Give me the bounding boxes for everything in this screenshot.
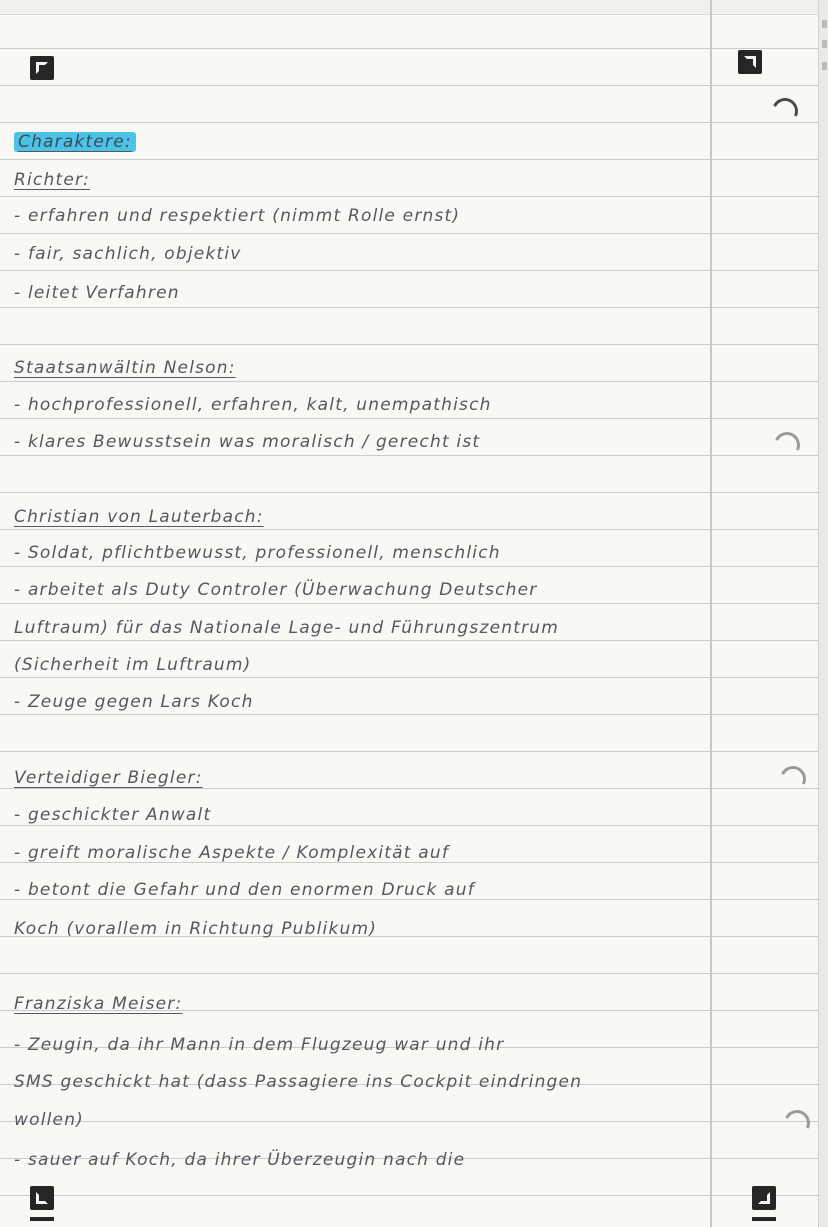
- section-heading: Richter:: [14, 170, 91, 190]
- note-line: - sauer auf Koch, da ihrer Überzeugin nach die: [14, 1150, 466, 1170]
- note-line: SMS geschickt hat (dass Passagiere ins Cockpit eindringen: [14, 1072, 583, 1092]
- note-line: - Soldat, pflichtbewusst, professionell, menschlich: [14, 543, 501, 563]
- note-line: - arbeitet als Duty Controler (Überwachung Deutscher: [14, 580, 538, 600]
- note-line: - geschickter Anwalt: [14, 805, 212, 825]
- corner-marker-top-left-icon: [30, 56, 54, 80]
- note-line: - Zeugin, da ihr Mann in dem Flugzeug war und ihr: [14, 1035, 505, 1055]
- section-heading: Staatsanwältin Nelson:: [14, 358, 236, 378]
- note-line: - klares Bewusstsein was moralisch / gerecht ist: [14, 432, 481, 452]
- note-line: - greift moralische Aspekte / Komplexität auf: [14, 843, 450, 863]
- note-line: - erfahren und respektiert (nimmt Rolle ernst): [14, 206, 461, 226]
- note-line: - leitet Verfahren: [14, 283, 180, 303]
- note-line: - Zeuge gegen Lars Koch: [14, 692, 254, 712]
- marker-bar: [30, 1217, 54, 1221]
- page-title: [14, 132, 136, 152]
- corner-marker-bottom-left-icon: [30, 1186, 54, 1210]
- note-line: Luftraum) für das Nationale Lage- und Führungszentrum: [14, 618, 559, 638]
- marker-bar: [752, 1217, 776, 1221]
- ruler-strip: [0, 0, 828, 15]
- note-line: wollen): [14, 1110, 85, 1130]
- note-line: - hochprofessionell, erfahren, kalt, unempathisch: [14, 395, 492, 415]
- corner-marker-top-right-icon: [738, 50, 762, 74]
- title-highlight: Charaktere:: [14, 132, 136, 152]
- section-heading: Franziska Meiser:: [14, 994, 183, 1014]
- corner-marker-bottom-right-icon: [752, 1186, 776, 1210]
- edge-tick: [822, 62, 827, 70]
- page-edge: [818, 0, 828, 1227]
- note-line: - fair, sachlich, objektiv: [14, 244, 242, 264]
- note-line: Koch (vorallem in Richtung Publikum): [14, 919, 378, 939]
- note-line: - betont die Gefahr und den enormen Druck auf: [14, 880, 475, 900]
- section-heading: Christian von Lauterbach:: [14, 507, 264, 527]
- edge-tick: [822, 20, 827, 28]
- margin-line: [710, 0, 712, 1227]
- section-heading: Verteidiger Biegler:: [14, 768, 203, 788]
- edge-tick: [822, 40, 827, 48]
- note-line: (Sicherheit im Luftraum): [14, 655, 252, 675]
